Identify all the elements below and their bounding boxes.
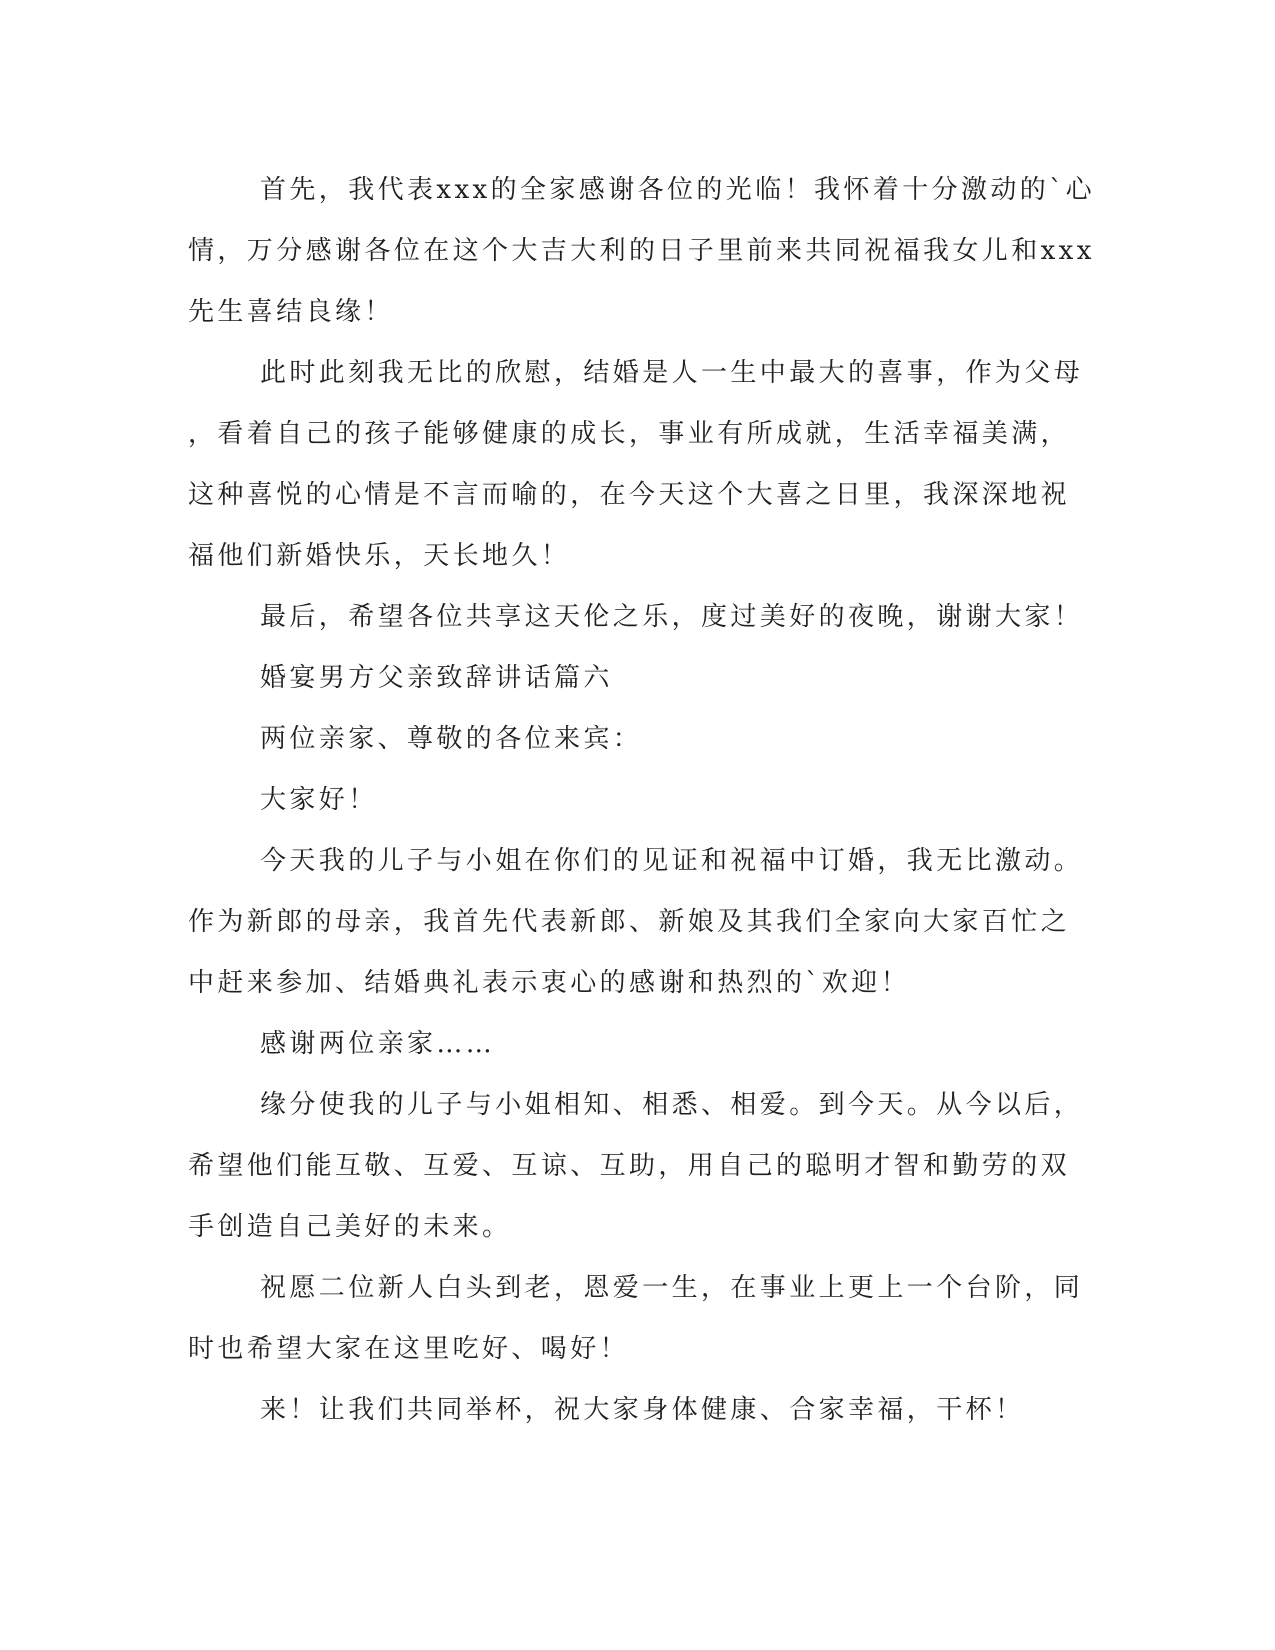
text-line: 感谢两位亲家……	[260, 1029, 496, 1059]
text-line: 手创造自己美好的未来。	[188, 1212, 512, 1242]
text-line: 今天我的儿子与小姐在你们的见证和祝福中订婚，我无比激动。	[260, 846, 1084, 876]
text-line: 最后，希望各位共享这天伦之乐，度过美好的夜晚，谢谢大家！	[260, 602, 1084, 632]
text-line: ，看着自己的孩子能够健康的成长，事业有所成就，生活幸福美满，	[188, 419, 1071, 449]
text-line: 情，万分感谢各位在这个大吉大利的日子里前来共同祝福我女儿和xxx	[188, 236, 1095, 266]
text-line: 作为新郎的母亲，我首先代表新郎、新娘及其我们全家向大家百忙之	[188, 907, 1071, 937]
salutation: 两位亲家、尊敬的各位来宾：	[260, 724, 643, 754]
text-line: 缘分使我的儿子与小姐相知、相悉、相爱。到今天。从今以后，	[260, 1090, 1084, 1120]
text-line: 中赶来参加、结婚典礼表示衷心的感谢和热烈的`欢迎！	[188, 968, 911, 998]
text-line: 福他们新婚快乐，天长地久！	[188, 541, 571, 571]
section-heading: 婚宴男方父亲致辞讲话篇六	[260, 663, 613, 693]
document-body	[188, 160, 1095, 1441]
text-line: 来！让我们共同举杯，祝大家身体健康、合家幸福，干杯！	[260, 1395, 1025, 1425]
text-line: 祝愿二位新人白头到老，恩爱一生，在事业上更上一个台阶，同	[260, 1273, 1084, 1303]
text-line: 希望他们能互敬、互爱、互谅、互助，用自己的聪明才智和勤劳的双	[188, 1151, 1071, 1181]
greeting: 大家好！	[260, 785, 378, 815]
text-line: 首先，我代表xxx的全家感谢各位的光临！我怀着十分激动的`心	[260, 175, 1095, 205]
text-line: 这种喜悦的心情是不言而喻的，在今天这个大喜之日里，我深深地祝	[188, 480, 1071, 510]
text-line: 时也希望大家在这里吃好、喝好！	[188, 1334, 630, 1364]
text-line: 此时此刻我无比的欣慰，结婚是人一生中最大的喜事，作为父母	[260, 358, 1084, 388]
text-line: 先生喜结良缘！	[188, 297, 394, 327]
